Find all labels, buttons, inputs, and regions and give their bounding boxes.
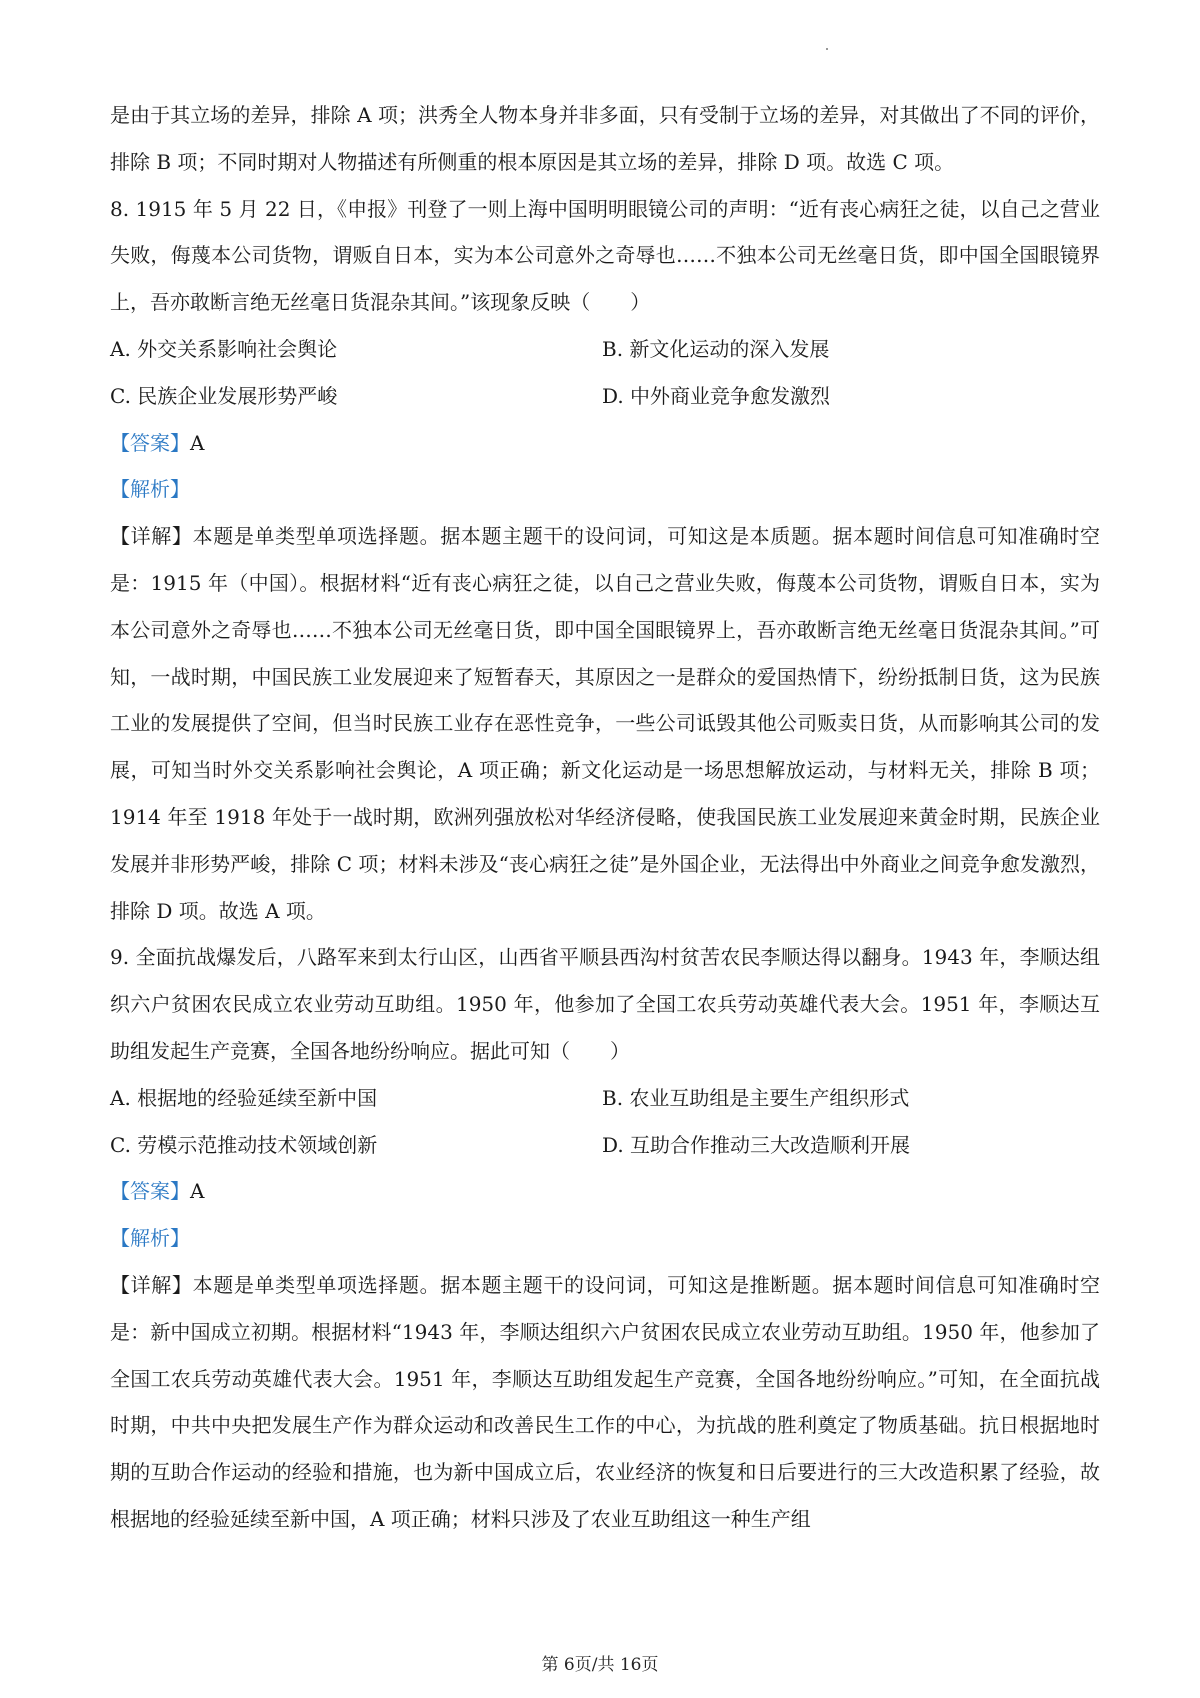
text-line: 本，实为本公司意外之奇辱也……不独本公司无丝毫日货，即中国全国眼镜界上，吾亦敢断言绝无丝毫日 bbox=[110, 570, 1101, 642]
text-line: 三大改造积累了经验，故根据地的经验延续至新中国，A 项正确；材料只涉及了农业互助组这一种生产组 bbox=[110, 1460, 1101, 1531]
question-9-options-row-1 bbox=[110, 1075, 1100, 1122]
option-d: D. 互助合作推动三大改造顺利开展 bbox=[602, 1132, 911, 1157]
question-8-detail bbox=[110, 513, 1100, 934]
question-9-analysis-heading bbox=[110, 1215, 1100, 1262]
answer-tag: 【答案】 bbox=[110, 1179, 190, 1204]
text-line: 础。抗日根据地时期的互助合作运动的经验和措施，也为新中国成立后，农业经济的恢复和日后要进行的 bbox=[110, 1413, 1101, 1485]
text-line: 他参加了全国工农兵劳动英雄代表大会。1951 年，李顺达互助组发起生产竞赛，全国各地纷纷响应。”可知， bbox=[110, 1319, 1100, 1391]
option-a: A. 外交关系影响社会舆论 bbox=[110, 336, 338, 361]
text-line: 评价，排除 B 项；不同时期对人物描述有所侧重的根本原因是其立场的差异，排除 D 项。故选 C 项。 bbox=[110, 103, 1100, 174]
question-9-detail bbox=[110, 1262, 1100, 1543]
analysis-tag: 【解析】 bbox=[110, 1226, 190, 1251]
text-line: 顺达互助组发起生产竞赛，全国各地纷纷响应。据此可知（ ） bbox=[110, 992, 1101, 1063]
text-line: 是由于其立场的差异，排除 A 项；洪秀全人物本身并非多面，只有受制于立场的差异，对其做出了不同的 bbox=[110, 103, 1040, 127]
text-line: 企业，无法得出中外商业之间竞争愈发激烈，排除 D 项。故选 A 项。 bbox=[110, 851, 1101, 923]
option-d: D. 中外商业竞争愈发激烈 bbox=[602, 383, 831, 408]
option-b: B. 新文化运动的深入发展 bbox=[602, 336, 830, 361]
question-8-answer bbox=[110, 420, 1100, 467]
question-8-options-row-2 bbox=[110, 373, 1100, 420]
question-8-stem bbox=[110, 186, 1100, 326]
answer-value: A bbox=[190, 430, 205, 455]
text-line: 全国眼镜界上，吾亦敢断言绝无丝毫日货混杂其间。”该现象反映（ ） bbox=[110, 243, 1101, 315]
text-line: 营业失败，侮蔑本公司货物，谓贩自日本，实为本公司意外之奇辱也……不独本公司无丝毫日货，即中国 bbox=[110, 196, 1100, 268]
question-9-options-row-2 bbox=[110, 1122, 1100, 1169]
question-9-answer bbox=[110, 1168, 1100, 1215]
text-line: 本题是单类型单项选择题。据本题主题干的设问词，可知这是推断题。据本题时间信息可知准确 bbox=[192, 1272, 1060, 1297]
text-line: 时空是：1915 年（中国）。根据材料“近有丧心病狂之徒，以自己之营业失败，侮蔑本公司货物，谓贩自日 bbox=[110, 524, 1101, 595]
text-line: 8. 1915 年 5 月 22 日，《申报》刊登了一则上海中国明明眼镜公司的声明：“近有丧心病狂之徒，以自己之 bbox=[110, 196, 1060, 221]
analysis-tag: 【解析】 bbox=[110, 477, 190, 502]
page-content bbox=[110, 92, 1100, 1543]
detail-tag: 【详解】 bbox=[110, 1272, 193, 1297]
text-line: 在全面抗战时期，中共中央把发展生产作为群众运动和改善民生工作的中心，为抗战的胜利奠定了物质基 bbox=[110, 1366, 1101, 1438]
question-8-analysis-heading bbox=[110, 466, 1100, 513]
text-line: 9. 全面抗战爆发后，八路军来到太行山区，山西省平顺县西沟村贫苦农民李顺达得以翻身。1943 年，李顺 bbox=[110, 945, 1060, 970]
answer-tag: 【答案】 bbox=[110, 430, 190, 455]
text-line: 达组织六户贫困农民成立农业劳动互助组。1950 年，他参加了全国工农兵劳动英雄代表大会。1951 年，李 bbox=[110, 945, 1101, 1017]
text-line: 卖日货，从而影响其公司的发展，可知当时外交关系影响社会舆论，A 项正确；新文化运动是一场思想解 bbox=[110, 711, 1100, 783]
option-c: C. 民族企业发展形势严峻 bbox=[110, 383, 338, 408]
question-9-stem bbox=[110, 934, 1100, 1074]
option-a: A. 根据地的经验延续至新中国 bbox=[110, 1085, 378, 1110]
text-line: 纷抵制日货，这为民族工业的发展提供了空间，但当时民族工业存在恶性竞争，一些公司诋毁其他公司贩 bbox=[110, 664, 1101, 736]
option-c: C. 劳模示范推动技术领域创新 bbox=[110, 1132, 378, 1157]
option-b: B. 农业互助组是主要生产组织形式 bbox=[602, 1085, 910, 1110]
text-line: 货混杂其间。”可知，一战时期，中国民族工业发展迎来了短暂春天，其原因之一是群众的爱国热情下，纷 bbox=[110, 617, 1100, 689]
text-line: 本题是单类型单项选择题。据本题主题干的设问词，可知这是本质题。据本题时间信息可知准确 bbox=[192, 524, 1060, 549]
text-line: 民族工业发展迎来黄金时期，民族企业发展并非形势严峻，排除 C 项；材料未涉及“丧心病狂之徒”是外国 bbox=[110, 804, 1100, 876]
scan-speck bbox=[826, 48, 828, 50]
text-line: 放运动，与材料无关，排除 B 项；1914 年至 1918 年处于一战时期，欧洲列强放松对华经济侵略，使我国 bbox=[110, 758, 1100, 829]
question-8-options-row-1 bbox=[110, 326, 1100, 373]
detail-tag: 【详解】 bbox=[110, 524, 193, 549]
page-number: 第 6页/共 16页 bbox=[541, 1655, 659, 1675]
continued-explanation bbox=[110, 92, 1100, 186]
answer-value: A bbox=[190, 1179, 205, 1204]
text-line: 时空是：新中国成立初期。根据材料“1943 年，李顺达组织六户贫困农民成立农业劳动互助组。1950 年， bbox=[110, 1272, 1101, 1344]
